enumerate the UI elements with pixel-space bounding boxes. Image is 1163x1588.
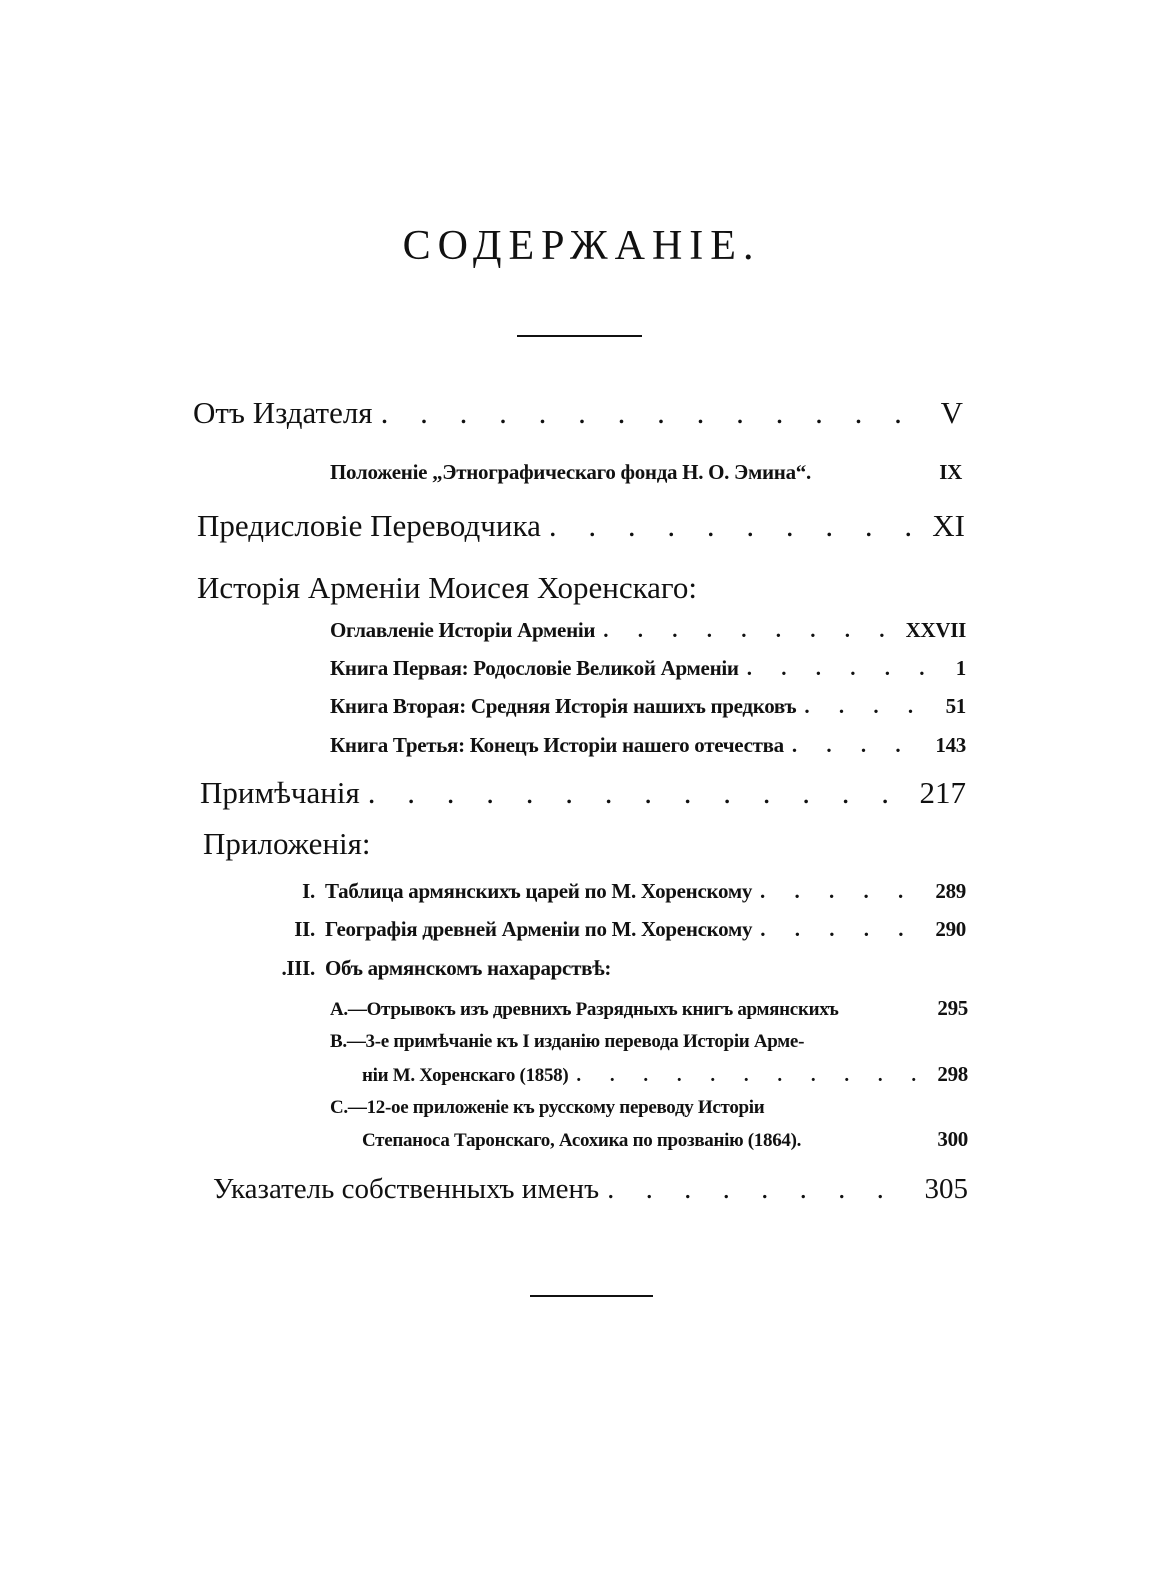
entry-page: 51 xyxy=(945,694,966,718)
entry-page: XI xyxy=(932,508,965,543)
entry-label: Книга Вторая: Средняя Исторія нашихъ предковъ xyxy=(330,694,797,718)
entry-page: 300 xyxy=(937,1127,968,1151)
entry-label: Примѣчанія xyxy=(200,775,360,810)
toc-entry-publisher[interactable] xyxy=(193,395,963,431)
dot-leader xyxy=(607,1173,916,1206)
toc-entry-history-3[interactable] xyxy=(330,733,966,758)
toc-entry-regulation[interactable] xyxy=(330,460,962,485)
entry-label: Книга Третья: Конецъ Исторіи нашего отечества xyxy=(330,733,784,757)
entry-number: I. xyxy=(302,879,315,903)
entry-label: Указатель собственныхъ именъ xyxy=(213,1173,600,1205)
entry-label: Приложенія: xyxy=(203,826,371,861)
toc-entry-sub-a[interactable] xyxy=(330,996,968,1021)
entry-page: 217 xyxy=(919,775,966,810)
toc-entry-history-2[interactable] xyxy=(330,694,966,719)
toc-entry-index[interactable] xyxy=(213,1173,968,1206)
entry-page: 289 xyxy=(935,879,966,903)
toc-entry-sub-c[interactable] xyxy=(330,1097,764,1119)
dot-leader xyxy=(381,395,933,431)
entry-page: V xyxy=(940,395,963,430)
dot-leader xyxy=(760,879,927,904)
dot-leader xyxy=(549,508,924,544)
entry-number: II. xyxy=(294,917,315,941)
dot-leader xyxy=(804,694,937,719)
entry-page: 1 xyxy=(955,656,966,680)
dot-leader xyxy=(603,618,897,643)
dot-leader xyxy=(747,656,948,681)
divider-top xyxy=(517,335,642,337)
entry-label: Книга Первая: Родословіе Великой Арменіи xyxy=(330,656,739,680)
entry-label: Оглавленіе Исторіи Арменіи xyxy=(330,618,596,642)
entry-label: Географія древней Арменіи по М. Хоренскому xyxy=(325,917,753,941)
toc-heading-appendices xyxy=(203,826,371,862)
entry-label: Таблица армянскихъ царей по М. Хоренскому xyxy=(325,879,753,903)
toc-heading-history xyxy=(197,570,697,606)
divider-bottom xyxy=(530,1295,653,1297)
toc-entry-appendix-1[interactable] xyxy=(265,917,966,942)
dot-leader xyxy=(368,775,912,811)
entry-label: B.—3-е примѣчаніе къ I изданію перевода Исторіи Арме- xyxy=(330,1031,805,1052)
entry-label-continuation: Степаноса Таронскаго, Асохика по прозванію (1864). xyxy=(362,1130,802,1151)
toc-entry-sub-c-cont[interactable] xyxy=(362,1127,968,1152)
dot-leader xyxy=(576,1065,929,1087)
dot-leader xyxy=(792,733,928,758)
entry-page: 305 xyxy=(924,1173,968,1205)
dot-leader xyxy=(760,917,927,942)
toc-entry-sub-b[interactable] xyxy=(330,1031,804,1053)
entry-label: Исторія Арменіи Моисея Хоренскаго: xyxy=(197,570,697,605)
toc-entry-history-1[interactable] xyxy=(330,656,966,681)
toc-entry-notes[interactable] xyxy=(200,775,966,811)
toc-entry-sub-b-cont[interactable] xyxy=(362,1062,968,1087)
entry-label: Отъ Издателя xyxy=(193,395,373,430)
toc-entry-appendix-0[interactable] xyxy=(265,879,966,904)
entry-label: A.—Отрывокъ изъ древнихъ Разрядныхъ книгъ армянскихъ xyxy=(330,999,839,1020)
entry-label-continuation: ніи М. Хоренскаго (1858) xyxy=(362,1065,569,1086)
entry-page: 290 xyxy=(935,917,966,941)
entry-page: 298 xyxy=(937,1062,968,1086)
entry-label: C.—12-ое приложеніе къ русскому переводу Исторіи xyxy=(330,1097,765,1118)
entry-label: Положеніе „Этнографическаго фонда Н. О. Эмина“. xyxy=(330,460,811,484)
entry-page: 143 xyxy=(935,733,966,757)
entry-label: Предисловіе Переводчика xyxy=(197,508,541,543)
entry-page: 295 xyxy=(937,996,968,1020)
page-title: СОДЕРЖАНІЕ. xyxy=(402,223,761,269)
entry-number: .III. xyxy=(281,956,315,980)
entry-label: Объ армянскомъ нахарарствѣ: xyxy=(325,956,612,980)
entry-page: IX xyxy=(939,460,962,484)
toc-entry-preface[interactable] xyxy=(197,508,965,544)
toc-entry-history-0[interactable] xyxy=(330,618,966,643)
entry-page: XXVII xyxy=(905,618,966,642)
toc-entry-appendix-2[interactable] xyxy=(265,956,611,981)
